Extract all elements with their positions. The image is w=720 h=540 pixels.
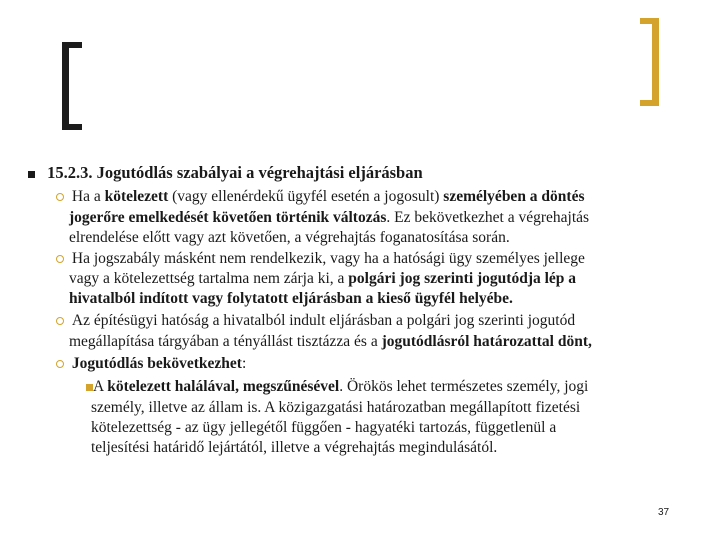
square-bullet-icon <box>86 384 93 391</box>
circle-bullet-icon <box>56 193 64 201</box>
sub-item-line-2: személy, illetve az állam is. A közigazgatási határozatban megállapított fizetési <box>91 399 581 416</box>
paragraph-2-line-1: Ha jogszabály másként nem rendelkezik, vagy ha a hatósági ügy személyes jellege <box>56 248 585 269</box>
left-bracket-top <box>62 42 82 48</box>
sub-item-line-1: A kötelezett halálával, megszűnésével. Örökös lehet természetes személy, jogi <box>86 376 588 397</box>
circle-bullet-icon <box>56 360 64 368</box>
sub-item-line-3: kötelezettség - az ügy jellegétől függően - hagyatéki tartozás, függetlenül a <box>91 419 557 436</box>
right-bracket-bottom <box>640 100 659 106</box>
paragraph-1-line-1: Ha a kötelezett (vagy ellenérdekű ügyfél esetén a jogosult) személyében a döntés <box>56 186 585 207</box>
paragraph-3-line-2: megállapítása tárgyában a tényállást tisztázza és a jogutódlásról határozattal dönt, <box>69 333 592 350</box>
paragraph-1-line-2: jogerőre emelkedését követően történik változás. Ez bekövetkezhet a végrehajtás <box>69 209 590 226</box>
circle-bullet-icon <box>56 317 64 325</box>
paragraph-2-line-2: vagy a kötelezettség tartalma nem zárja ki, a polgári jog szerinti jogutódja lép a <box>69 270 577 287</box>
left-bracket <box>62 42 69 130</box>
sub-item-line-4: teljesítési határidő lejártától, illetve a végrehajtás megindulásától. <box>91 439 498 456</box>
paragraph-2-line-3: hivatalból indított vagy folytatott eljárásban a kieső ügyfél helyébe. <box>69 290 513 307</box>
right-bracket <box>652 18 659 106</box>
page-number: 37 <box>658 507 670 518</box>
left-bracket-bottom <box>62 124 82 130</box>
paragraph-3-line-1: Az építésügyi hatóság a hivatalból indult eljárásban a polgári jog szerinti jogutód <box>56 310 575 331</box>
paragraph-1-line-3: elrendelése előtt vagy azt követően, a végrehajtás foganatosítása során. <box>69 229 510 246</box>
heading-text: 15.2.3. Jogutódlás szabályai a végrehajtási eljárásban <box>47 163 423 182</box>
circle-bullet-icon <box>56 255 64 263</box>
right-bracket-top <box>640 18 659 24</box>
paragraph-4-line-1: Jogutódlás bekövetkezhet: <box>56 353 246 374</box>
square-bullet-icon <box>28 171 35 178</box>
section-heading <box>28 162 423 183</box>
